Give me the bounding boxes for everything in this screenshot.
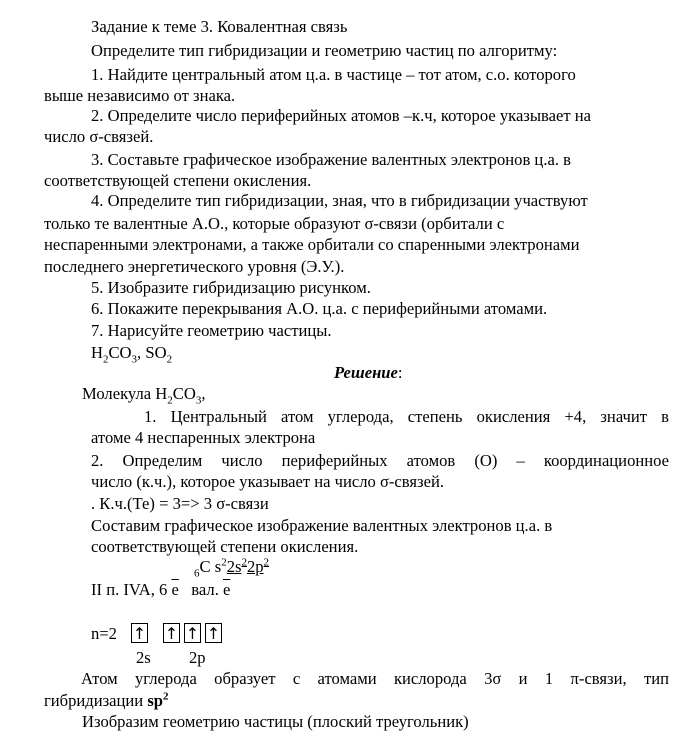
hybridization-type: sp (147, 691, 164, 710)
point5-line: Изобразим геометрию частицы (плоский треугольник) (82, 712, 469, 731)
point1-line2: атоме 4 неспаренных электрона (91, 428, 316, 447)
orbital-cell-2p-3: ↑ (206, 624, 221, 643)
step7: 7. Нарисуйте геометрию частицы. (91, 321, 332, 340)
step6: 6. Покажите перекрывания А.О. ц.а. с периферийными атомами. (91, 299, 548, 318)
step4-line4: последнего энергетического уровня (Э.У.). (44, 257, 345, 276)
group-line: II п. IVA, 6 $\overline{e}$ вал. $\overline{e}$ (91, 580, 231, 599)
point1-line1: 1. Центральный атом углерода, степень окисления +4, значит в (144, 407, 669, 426)
point3-line1: Составим графическое изображение валентных электронов ц.а. в (91, 516, 553, 535)
task-title: Задание к теме 3. Ковалентная связь (91, 17, 348, 36)
step3-line1: 3. Составьте графическое изображение валентных электронов ц.а. в (91, 150, 571, 169)
point3-line2: соответствующей степени окисления. (91, 537, 359, 556)
step2-line2: число σ-связей. (44, 127, 154, 146)
orbital-level-label: n=2 (91, 624, 117, 643)
point2-line2: число (к.ч.), которое указывает на число σ-связей. (91, 472, 444, 491)
step4-line1: 4. Определите тип гибридизации, зная, что в гибридизации участвуют (91, 191, 588, 210)
orbital-cell-2p-1: ↑ (164, 624, 179, 643)
step4-line3: неспаренными электронами, а также орбитали со спаренными электронами (44, 235, 580, 254)
molecule-line: Молекула $H_2CO_3$, (82, 384, 206, 407)
step3-line2: соответствующей степени окисления. (44, 171, 312, 190)
step1-line2: выше независимо от знака. (44, 86, 236, 105)
step1-line1: 1. Найдите центральный атом ц.а. в частице – тот атом, с.о. которого (91, 65, 576, 84)
step2-line1: 2. Определите число периферийных атомов –к.ч, которое указывает на (91, 106, 592, 125)
step4-line2: только те валентные А.О., которые образуют σ-связи (орбитали с (44, 214, 505, 233)
species-list: $H_2CO_3$, $SO_2$ (91, 343, 173, 366)
orbital-label-2p: 2p (189, 648, 206, 667)
point2-line1: 2. Определим число периферийных атомов (О) – координационное (91, 451, 669, 470)
point4-line1: Атом углерода образует с атомами кислорода 3σ и 1 π-связи, тип (81, 669, 669, 688)
step5: 5. Изобразите гибридизацию рисунком. (91, 278, 371, 297)
electron-config: $_6$C $s^22s^22p^2$ (194, 556, 270, 580)
point2-line3: . К.ч.(Те) = 3=> 3 σ-связи (91, 494, 269, 513)
point4-line2: гибридизации $sp^2$ (44, 690, 169, 710)
orbital-cell-2p-2: ↑ (185, 624, 200, 643)
task-instruction: Определите тип гибридизации и геометрию частиц по алгоритму: (91, 41, 558, 60)
orbital-cell-2s: ↑ (132, 624, 147, 643)
orbital-label-2s: 2s (136, 648, 151, 667)
solution-heading: Решение: (334, 363, 403, 382)
